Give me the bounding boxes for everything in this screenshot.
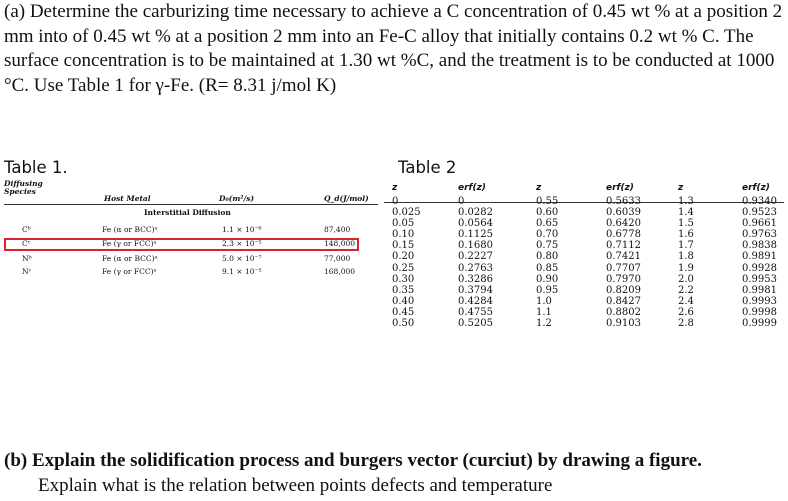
table-cell: 0 <box>458 196 465 207</box>
table-cell: 0.9891 <box>742 251 777 263</box>
table-cell: 2.6 <box>678 306 694 318</box>
table-cell: 0.6039 <box>606 207 641 219</box>
table-cell: 2.2 <box>678 284 694 296</box>
table-cell: 0.05 <box>392 218 415 230</box>
table-cell: 1.2 <box>536 318 552 330</box>
table-cell: 1.3 <box>678 196 694 207</box>
header-species: Diffusing Species <box>4 179 43 196</box>
table-cell: 0.0282 <box>458 207 493 219</box>
table-cell: 0.25 <box>392 262 415 274</box>
column-header: erf(z) <box>606 183 634 193</box>
table-cell: 0.15 <box>392 240 415 252</box>
header-host-metal: Host Metal <box>104 194 151 203</box>
table-cell: 0.20 <box>392 251 415 263</box>
block3-z-column <box>678 180 748 329</box>
table-cell: 0.80 <box>536 251 559 263</box>
table-cell: 0.90 <box>536 273 559 285</box>
table-cell: 0.35 <box>392 284 415 296</box>
table-cell: 0.7112 <box>606 240 641 252</box>
question-b-text <box>4 449 784 498</box>
table-cell: 0.9103 <box>606 318 641 330</box>
table-cell: 0.7421 <box>606 251 641 263</box>
table-cell: 0.0564 <box>458 218 493 230</box>
diffusion-data-table <box>4 179 382 276</box>
table-cell: 0.6420 <box>606 218 641 230</box>
table-cell: 0.1680 <box>458 240 493 252</box>
table-cell: 0.2763 <box>458 262 493 274</box>
row3-host: Fe (α or BCC)ᵃ <box>102 254 158 263</box>
table-cell: 0.7970 <box>606 273 641 285</box>
table-cell: 0 <box>392 196 399 207</box>
row4-host: Fe (γ or FCC)ᵃ <box>102 267 157 276</box>
table-cell: 0.3794 <box>458 284 493 296</box>
table-cell: 0.60 <box>536 207 559 219</box>
table-cell: 1.9 <box>678 262 694 274</box>
table-cell: 0.55 <box>536 196 559 207</box>
table-cell: 0.9993 <box>742 295 777 307</box>
table-cell: 0.9763 <box>742 229 777 241</box>
table-cell: 0.5633 <box>606 196 641 207</box>
row2-species: Cᶜ <box>22 239 31 248</box>
error-function-table <box>384 180 784 380</box>
table-cell: 0.8802 <box>606 306 641 318</box>
table-cell: 0.95 <box>536 284 559 296</box>
column-header: z <box>678 183 684 193</box>
table-cell: 0.40 <box>392 295 415 307</box>
row3-qd: 77,000 <box>324 254 351 263</box>
table-cell: 1.4 <box>678 207 694 219</box>
block1-z-column <box>392 180 462 329</box>
table1-header-rule <box>4 204 378 205</box>
table-cell: 0.9953 <box>742 273 777 285</box>
table-cell: 0.6778 <box>606 229 641 241</box>
table-cell: 0.10 <box>392 229 415 241</box>
question-b-line1: (b) Explain the solidification process and burgers vector (curciut) by drawing a figure. <box>4 450 702 471</box>
table-cell: 0.9661 <box>742 218 777 230</box>
table-cell: 0.025 <box>392 207 421 219</box>
table-cell: 0.50 <box>392 318 415 330</box>
table-cell: 1.7 <box>678 240 694 252</box>
table-cell: 1.6 <box>678 229 694 241</box>
row3-d0: 5.0 × 10⁻⁷ <box>222 254 262 263</box>
row1-qd: 87,400 <box>324 225 351 234</box>
table-cell: 0.7707 <box>606 262 641 274</box>
section-interstitial-diffusion: Interstitial Diffusion <box>144 208 231 217</box>
question-a-text: (a) Determine the carburizing time necessary to achieve a C concentration of 0.45 wt % at a position 2 mm into of 0.45 wt % at a position 2 mm into an Fe-C alloy that initially contains 0.2 wt % C. The surface concentration is to be maintained at 1.30 wt %C, and the treatment is to be conducted at 1000 °C. Use Table 1 for γ-Fe. (R= 8.31 j/mol K) <box>4 1 783 96</box>
block2-erf-column <box>606 180 676 329</box>
table-cell: 0.3286 <box>458 273 493 285</box>
column-header: z <box>392 183 398 193</box>
table-cell: 0.9523 <box>742 207 777 219</box>
table-cell: 0.70 <box>536 229 559 241</box>
table-cell: 0.65 <box>536 218 559 230</box>
row3-species: Nᵇ <box>22 254 32 263</box>
table-cell: 0.9838 <box>742 240 777 252</box>
header-d0: D₀(m²/s) <box>219 194 255 203</box>
table-cell: 0.8209 <box>606 284 641 296</box>
table2-caption: Table 2 <box>398 158 457 177</box>
table-cell: 2.8 <box>678 318 694 330</box>
column-header: erf(z) <box>742 183 770 193</box>
row2-qd: 148,000 <box>324 239 356 248</box>
row4-species: Nᶜ <box>22 267 32 276</box>
header-qd: Q_d(J/mol) <box>324 194 369 203</box>
table-cell: 0.4284 <box>458 295 493 307</box>
table-cell: 0.8427 <box>606 295 641 307</box>
table1-caption: Table 1. <box>4 158 68 177</box>
table-cell: 0.9999 <box>742 318 777 330</box>
question-b-line2: Explain what is the relation between points defects and temperature <box>38 474 553 496</box>
table-cell: 0.75 <box>536 240 559 252</box>
table-cell: 1.5 <box>678 218 694 230</box>
block1-erf-column <box>458 180 528 329</box>
table-cell: 1.1 <box>536 306 552 318</box>
table-cell: 2.0 <box>678 273 694 285</box>
table-cell: 0.4755 <box>458 306 493 318</box>
row4-qd: 168,000 <box>324 267 356 276</box>
table-cell: 0.45 <box>392 306 415 318</box>
table-cell: 0.85 <box>536 262 559 274</box>
block2-z-column <box>536 180 606 329</box>
column-header: z <box>536 183 542 193</box>
row1-host: Fe (α or BCC)ᵃ <box>102 225 158 234</box>
row2-d0: 2.3 × 10⁻⁵ <box>222 239 262 248</box>
table-cell: 1.0 <box>536 295 552 307</box>
table-cell: 0.30 <box>392 273 415 285</box>
row1-d0: 1.1 × 10⁻⁶ <box>222 225 262 234</box>
block3-erf-column <box>742 180 788 329</box>
table-cell: 0.9981 <box>742 284 777 296</box>
column-header: erf(z) <box>458 183 486 193</box>
table-cell: 2.4 <box>678 295 694 307</box>
table-cell: 0.9928 <box>742 262 777 274</box>
table-cell: 1.8 <box>678 251 694 263</box>
row2-host: Fe (γ or FCC)ᵃ <box>102 239 157 248</box>
table-cell: 0.9998 <box>742 306 777 318</box>
row1-species: Cᵇ <box>22 225 31 234</box>
row4-d0: 9.1 × 10⁻⁵ <box>222 267 262 276</box>
table-cell: 0.9340 <box>742 196 777 207</box>
table-cell: 0.1125 <box>458 229 493 241</box>
highlighted-row-box <box>4 238 359 251</box>
table-cell: 0.5205 <box>458 318 493 330</box>
table-cell: 0.2227 <box>458 251 493 263</box>
